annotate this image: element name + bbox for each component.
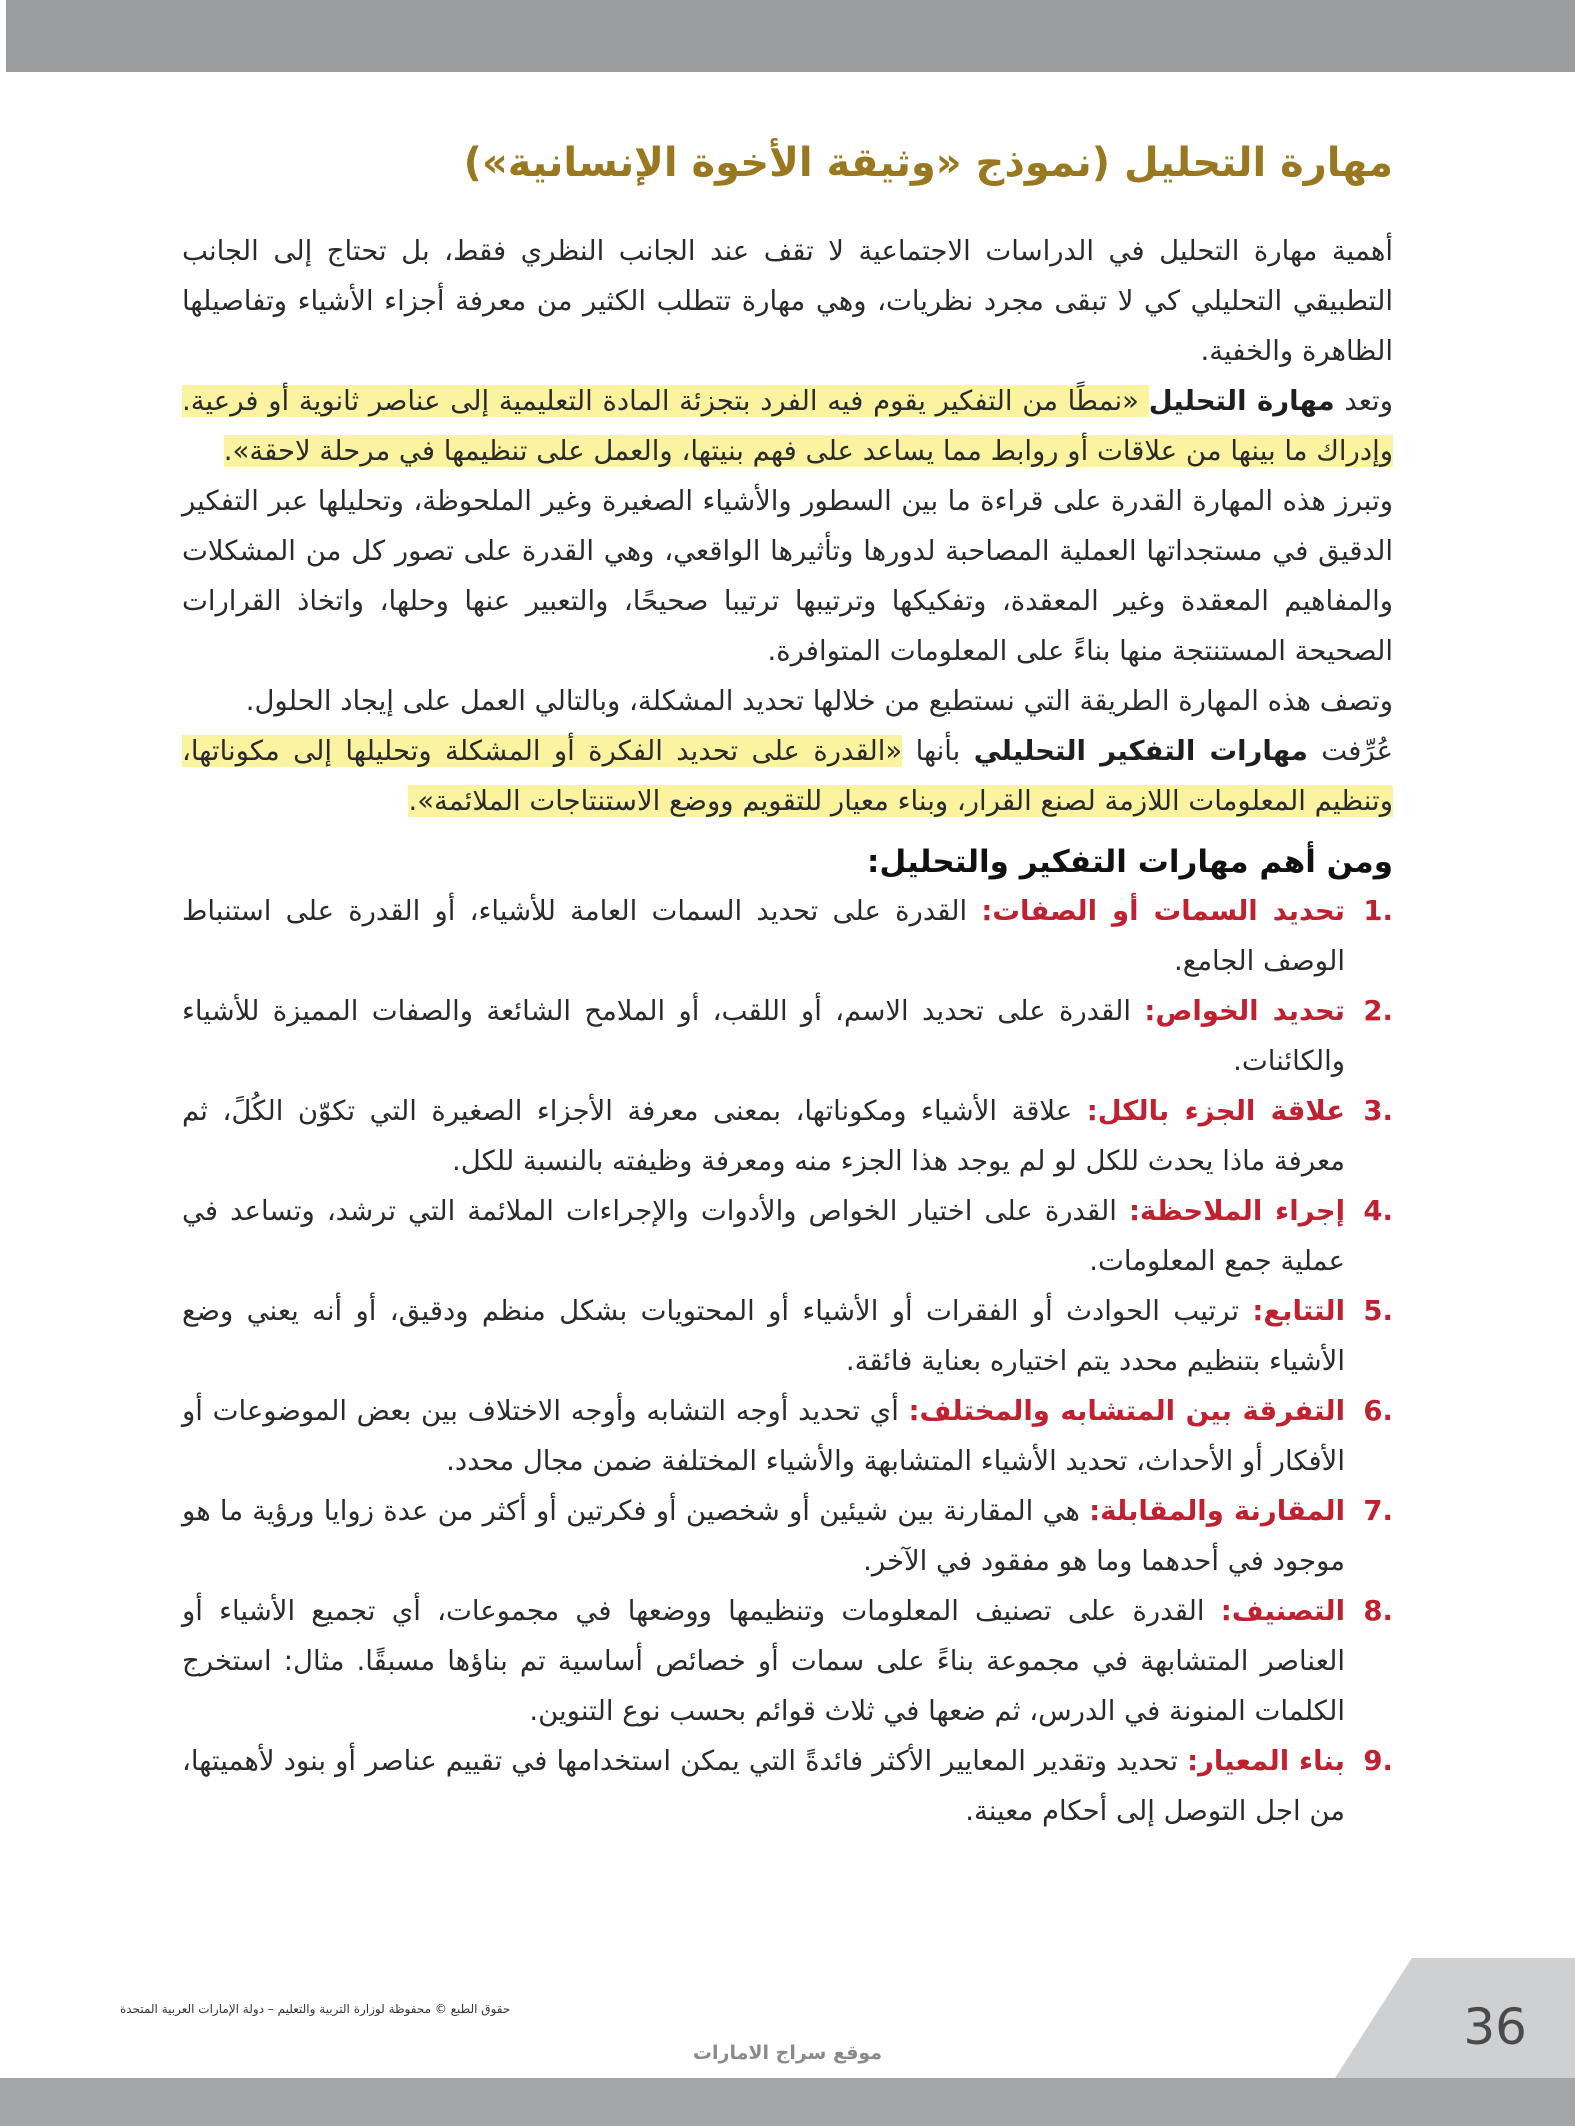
item-term: تحديد الخواص:	[1144, 995, 1345, 1027]
bottom-bar	[0, 2078, 1575, 2126]
item-text: القدرة على تحديد الاسم، أو اللقب، أو الملامح الشائعة والصفات المميزة للأشياء والكائنات.	[182, 995, 1345, 1077]
top-bar	[6, 0, 1575, 72]
item-number: .1	[1363, 895, 1393, 927]
item-number: .9	[1363, 1745, 1393, 1777]
item-term: إجراء الملاحظة:	[1128, 1195, 1345, 1227]
paragraph-features: وتبرز هذه المهارة القدرة على قراءة ما بين السطور والأشياء الصغيرة وغير الملحوظة، وتحليلها عبر التفكير الدقيق في مستجداتها العملية المصاحبة لدورها وتأثيرها الواقعي، وهي القدرة على تصور كل من المشكلات والمفاهيم المعقدة وغير المعقدة، وتفكيكها وترتيبها ترتيبا صحيحًا، والتعبير عنها وحلها، واتخاذ القرارات الصحيحة المستنتجة منها بناءً على المعلومات المتوافرة.	[182, 485, 1393, 667]
page-title: مهارة التحليل (نموذج «وثيقة الأخوة الإنسانية»)	[463, 140, 1393, 186]
item-term: تحديد السمات أو الصفات:	[981, 895, 1346, 927]
list-item	[182, 1586, 1393, 1736]
item-number: .3	[1363, 1095, 1393, 1127]
list-item	[182, 886, 1393, 986]
item-number: .7	[1363, 1495, 1393, 1527]
item-text: ترتيب الحوادث أو الفقرات أو الأشياء أو المحتويات بشكل منظم ودقيق، أو أنه يعني وضع الأشياء بتنظيم محدد يتم اختياره بعناية فائقة.	[182, 1295, 1345, 1377]
item-text: القدرة على اختيار الخواص والأدوات والإجراءات الملائمة التي ترشد، وتساعد في عملية جمع المعلومات.	[182, 1195, 1345, 1277]
item-number: .8	[1363, 1595, 1393, 1627]
list-item	[182, 1736, 1393, 1836]
list-item	[182, 1386, 1393, 1486]
item-term: علاقة الجزء بالكل:	[1086, 1095, 1345, 1127]
analytical-mid: بأنها	[902, 735, 974, 767]
item-text: علاقة الأشياء ومكوناتها، بمعنى معرفة الأجزاء الصغيرة التي تكوّن الكُلً، ثم معرفة ماذا يحدث للكل لو لم يوجد هذا الجزء منه ومعرفة وظيفته بالنسبة للكل.	[182, 1095, 1345, 1177]
list-item	[182, 1286, 1393, 1386]
paragraph-analytical-definition	[182, 726, 1393, 826]
page-content	[182, 140, 1393, 1836]
paragraph-importance: أهمية مهارة التحليل في الدراسات الاجتماعية لا تقف عند الجانب النظري فقط، بل تحتاج إلى الجانب التطبيقي التحليلي كي لا تبقى مجرد نظريات، وهي مهارة تتطلب الكثير من معرفة أجزاء الأشياء وتفاصيلها الظاهرة والخفية.	[182, 235, 1393, 367]
item-text: القدرة على تحديد السمات العامة للأشياء، أو القدرة على استنباط الوصف الجامع.	[182, 895, 1345, 977]
footer-copyright: حقوق الطبع © محفوظة لوزارة التربية والتعليم – دولة الإمارات العربية المتحدة	[120, 2002, 511, 2016]
definition-term: مهارة التحليل	[1148, 385, 1335, 417]
item-number: .4	[1363, 1195, 1393, 1227]
item-term: التفرقة بين المتشابه والمختلف:	[908, 1395, 1346, 1427]
paragraph-description: وتصف هذه المهارة الطريقة التي نستطيع من خلالها تحديد المشكلة، وبالتالي العمل على إيجاد الحلول.	[245, 685, 1393, 717]
list-item	[182, 1186, 1393, 1286]
definition-lead: وتعد	[1334, 385, 1393, 417]
paragraph-definition	[182, 376, 1393, 476]
list-item	[182, 986, 1393, 1086]
analytical-lead: عُرِّفت	[1307, 735, 1393, 767]
item-text: تحديد وتقدير المعايير الأكثر فائدةً التي يمكن استخدامها في تقييم عناصر أو بنود لأهميتها، من اجل التوصل إلى أحكام معينة.	[182, 1745, 1345, 1827]
list-item	[182, 1486, 1393, 1586]
skills-heading: ومن أهم مهارات التفكير والتحليل:	[867, 844, 1393, 880]
item-number: .5	[1363, 1295, 1393, 1327]
item-text: أي تحديد أوجه التشابه وأوجه الاختلاف بين بعض الموضوعات أو الأفكار أو الأحداث، تحديد الأشياء المتشابهة والأشياء المختلفة ضمن مجال محدد.	[182, 1395, 1345, 1477]
item-term: بناء المعيار:	[1187, 1745, 1345, 1777]
item-number: .6	[1363, 1395, 1393, 1427]
item-text: القدرة على تصنيف المعلومات وتنظيمها ووضعها في مجموعات، أي تجميع الأشياء أو العناصر المتشابهة في مجموعة بناءً على سمات أو خصائص أساسية تم بناؤها مسبقًا. مثال: استخرج الكلمات المنونة في الدرس، ثم ضعها في ثلاث قوائم بحسب نوع التنوين.	[182, 1595, 1345, 1727]
analytical-highlight: «القدرة على تحديد الفكرة أو المشكلة وتحليلها إلى مكوناتها، وتنظيم المعلومات اللازمة لصنع القرار، وبناء معيار للتقويم ووضع الاستنتاجات الملائمة».	[182, 735, 1393, 817]
item-term: التصنيف:	[1220, 1595, 1345, 1627]
item-term: التتابع:	[1252, 1295, 1345, 1327]
item-term: المقارنة والمقابلة:	[1089, 1495, 1346, 1527]
definition-highlight: «نمطًا من التفكير يقوم فيه الفرد بتجزئة المادة التعليمية إلى عناصر ثانوية أو فرعية. وإدراك ما بينها من علاقات أو روابط مما يساعد على فهم بنيتها، والعمل على تنظيمها في مرحلة لاحقة».	[182, 385, 1393, 467]
skills-list	[182, 886, 1393, 1836]
analytical-term: مهارات التفكير التحليلي	[973, 735, 1308, 767]
page-number: 36	[1463, 1998, 1527, 2056]
item-text: هي المقارنة بين شيئين أو شخصين أو فكرتين أو أكثر من عدة زوايا ورؤية ما هو موجود في أحدهما وما هو مفقود في الآخر.	[182, 1495, 1345, 1577]
list-item	[182, 1086, 1393, 1186]
footer-watermark: موقع سراج الامارات	[692, 2042, 883, 2064]
item-number: .2	[1363, 995, 1393, 1027]
